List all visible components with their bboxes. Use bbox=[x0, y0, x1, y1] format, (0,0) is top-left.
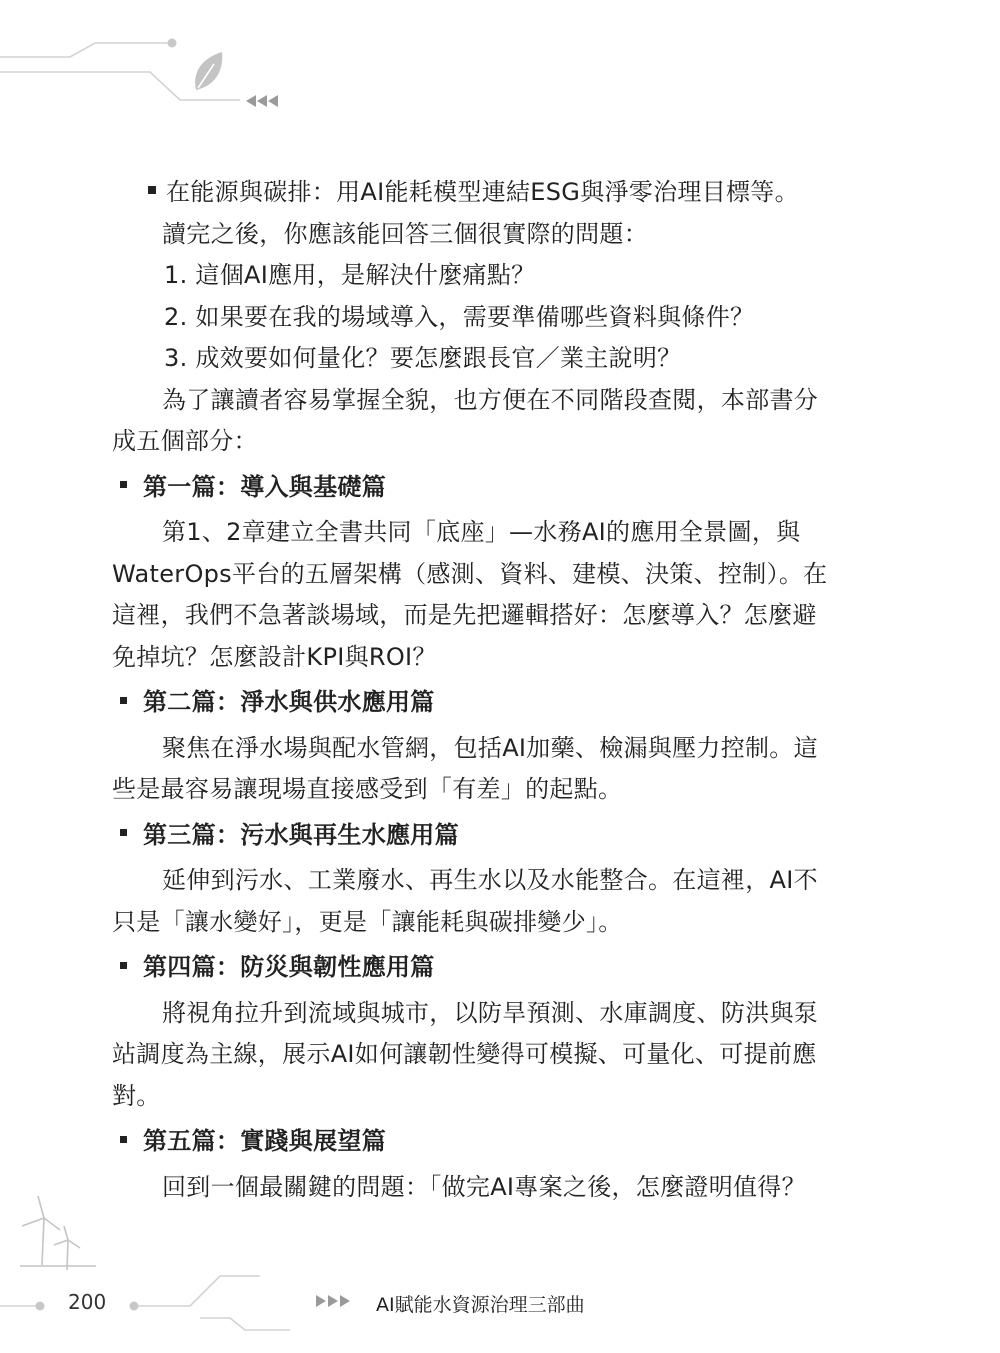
top-bullet-item bbox=[112, 172, 838, 214]
top-bullet-text: 在能源與碳排：用AI能耗模型連結ESG與淨零治理目標等。 bbox=[166, 178, 799, 206]
triple-chevron-left-icon bbox=[246, 95, 278, 107]
square-bullet-icon bbox=[120, 1136, 127, 1143]
square-bullet-icon bbox=[120, 962, 127, 969]
running-footer-title: AI賦能水資源治理三部曲 bbox=[376, 1294, 585, 1316]
section-body-line: 將視角拉升到流域與城市，以防旱預測、水庫調度、防洪與泵 bbox=[162, 998, 819, 1027]
square-bullet-icon bbox=[120, 697, 127, 704]
section-body-line: 第1、2章建立全書共同「底座」—水務AI的應用全景圖，與 bbox=[162, 518, 801, 546]
section-title: 第三篇：污水與再生水應用篇 bbox=[112, 815, 838, 857]
question-item: 3. 成效要如何量化？要怎麼跟長官／業主說明？ bbox=[164, 344, 682, 372]
section-body-line: 聚焦在淨水場與配水管網，包括AI加藥、檢漏與壓力控制。這 bbox=[162, 733, 818, 762]
section-body-line: 延伸到污水、工業廢水、再生水以及水能整合。在這裡，AI不 bbox=[162, 866, 818, 894]
square-bullet-icon bbox=[120, 481, 127, 488]
square-bullet-icon bbox=[120, 829, 127, 836]
question-item: 2. 如果要在我的場域導入，需要準備哪些資料與條件？ bbox=[164, 302, 755, 331]
section-body-line: 只是「讓水變好」，更是「讓能耗與碳排變少」。 bbox=[112, 907, 623, 936]
section-body-line: WaterOps平台的五層架構（感測、資料、建模、決策、控制）。在 bbox=[112, 559, 828, 588]
triple-chevron-right-icon bbox=[316, 1295, 350, 1307]
section-title: 第四篇：防災與韌性應用篇 bbox=[112, 947, 838, 989]
page-content bbox=[112, 172, 838, 1208]
section-body-line: 對。 bbox=[112, 1081, 161, 1110]
square-bullet-icon bbox=[148, 186, 156, 194]
section-body-line: 回到一個最關鍵的問題：「做完AI專案之後，怎麼證明值得？ bbox=[162, 1172, 806, 1201]
section-body-line: 站調度為主線，展示AI如何讓韌性變得可模擬、可量化、可提前應 bbox=[112, 1040, 817, 1068]
section-title: 第一篇：導入與基礎篇 bbox=[112, 467, 838, 509]
question-item: 1. 這個AI應用，是解決什麼痛點？ bbox=[164, 261, 536, 289]
section-title: 第二篇：淨水與供水應用篇 bbox=[112, 682, 838, 724]
page-number: 200 bbox=[68, 1290, 107, 1314]
wind-turbine-icon bbox=[20, 1196, 96, 1270]
leaf-icon bbox=[195, 52, 222, 90]
overview-line: 成五個部分： bbox=[112, 427, 258, 455]
section-body-line: 些是最容易讓現場直接感受到「有差」的起點。 bbox=[112, 775, 623, 803]
overview-line: 為了讓讀者容易掌握全貌，也方便在不同階段查閱，本部書分 bbox=[162, 385, 819, 414]
section-title: 第五篇：實踐與展望篇 bbox=[112, 1121, 838, 1163]
section-body-line: 免掉坑？怎麼設計KPI與ROI？ bbox=[112, 642, 437, 671]
header-decoration bbox=[0, 0, 1000, 140]
section-body-line: 這裡，我們不急著談場域，而是先把邏輯搭好：怎麼導入？怎麼避 bbox=[112, 601, 817, 629]
intro-line: 讀完之後，你應該能回答三個很實際的問題： bbox=[162, 219, 648, 248]
